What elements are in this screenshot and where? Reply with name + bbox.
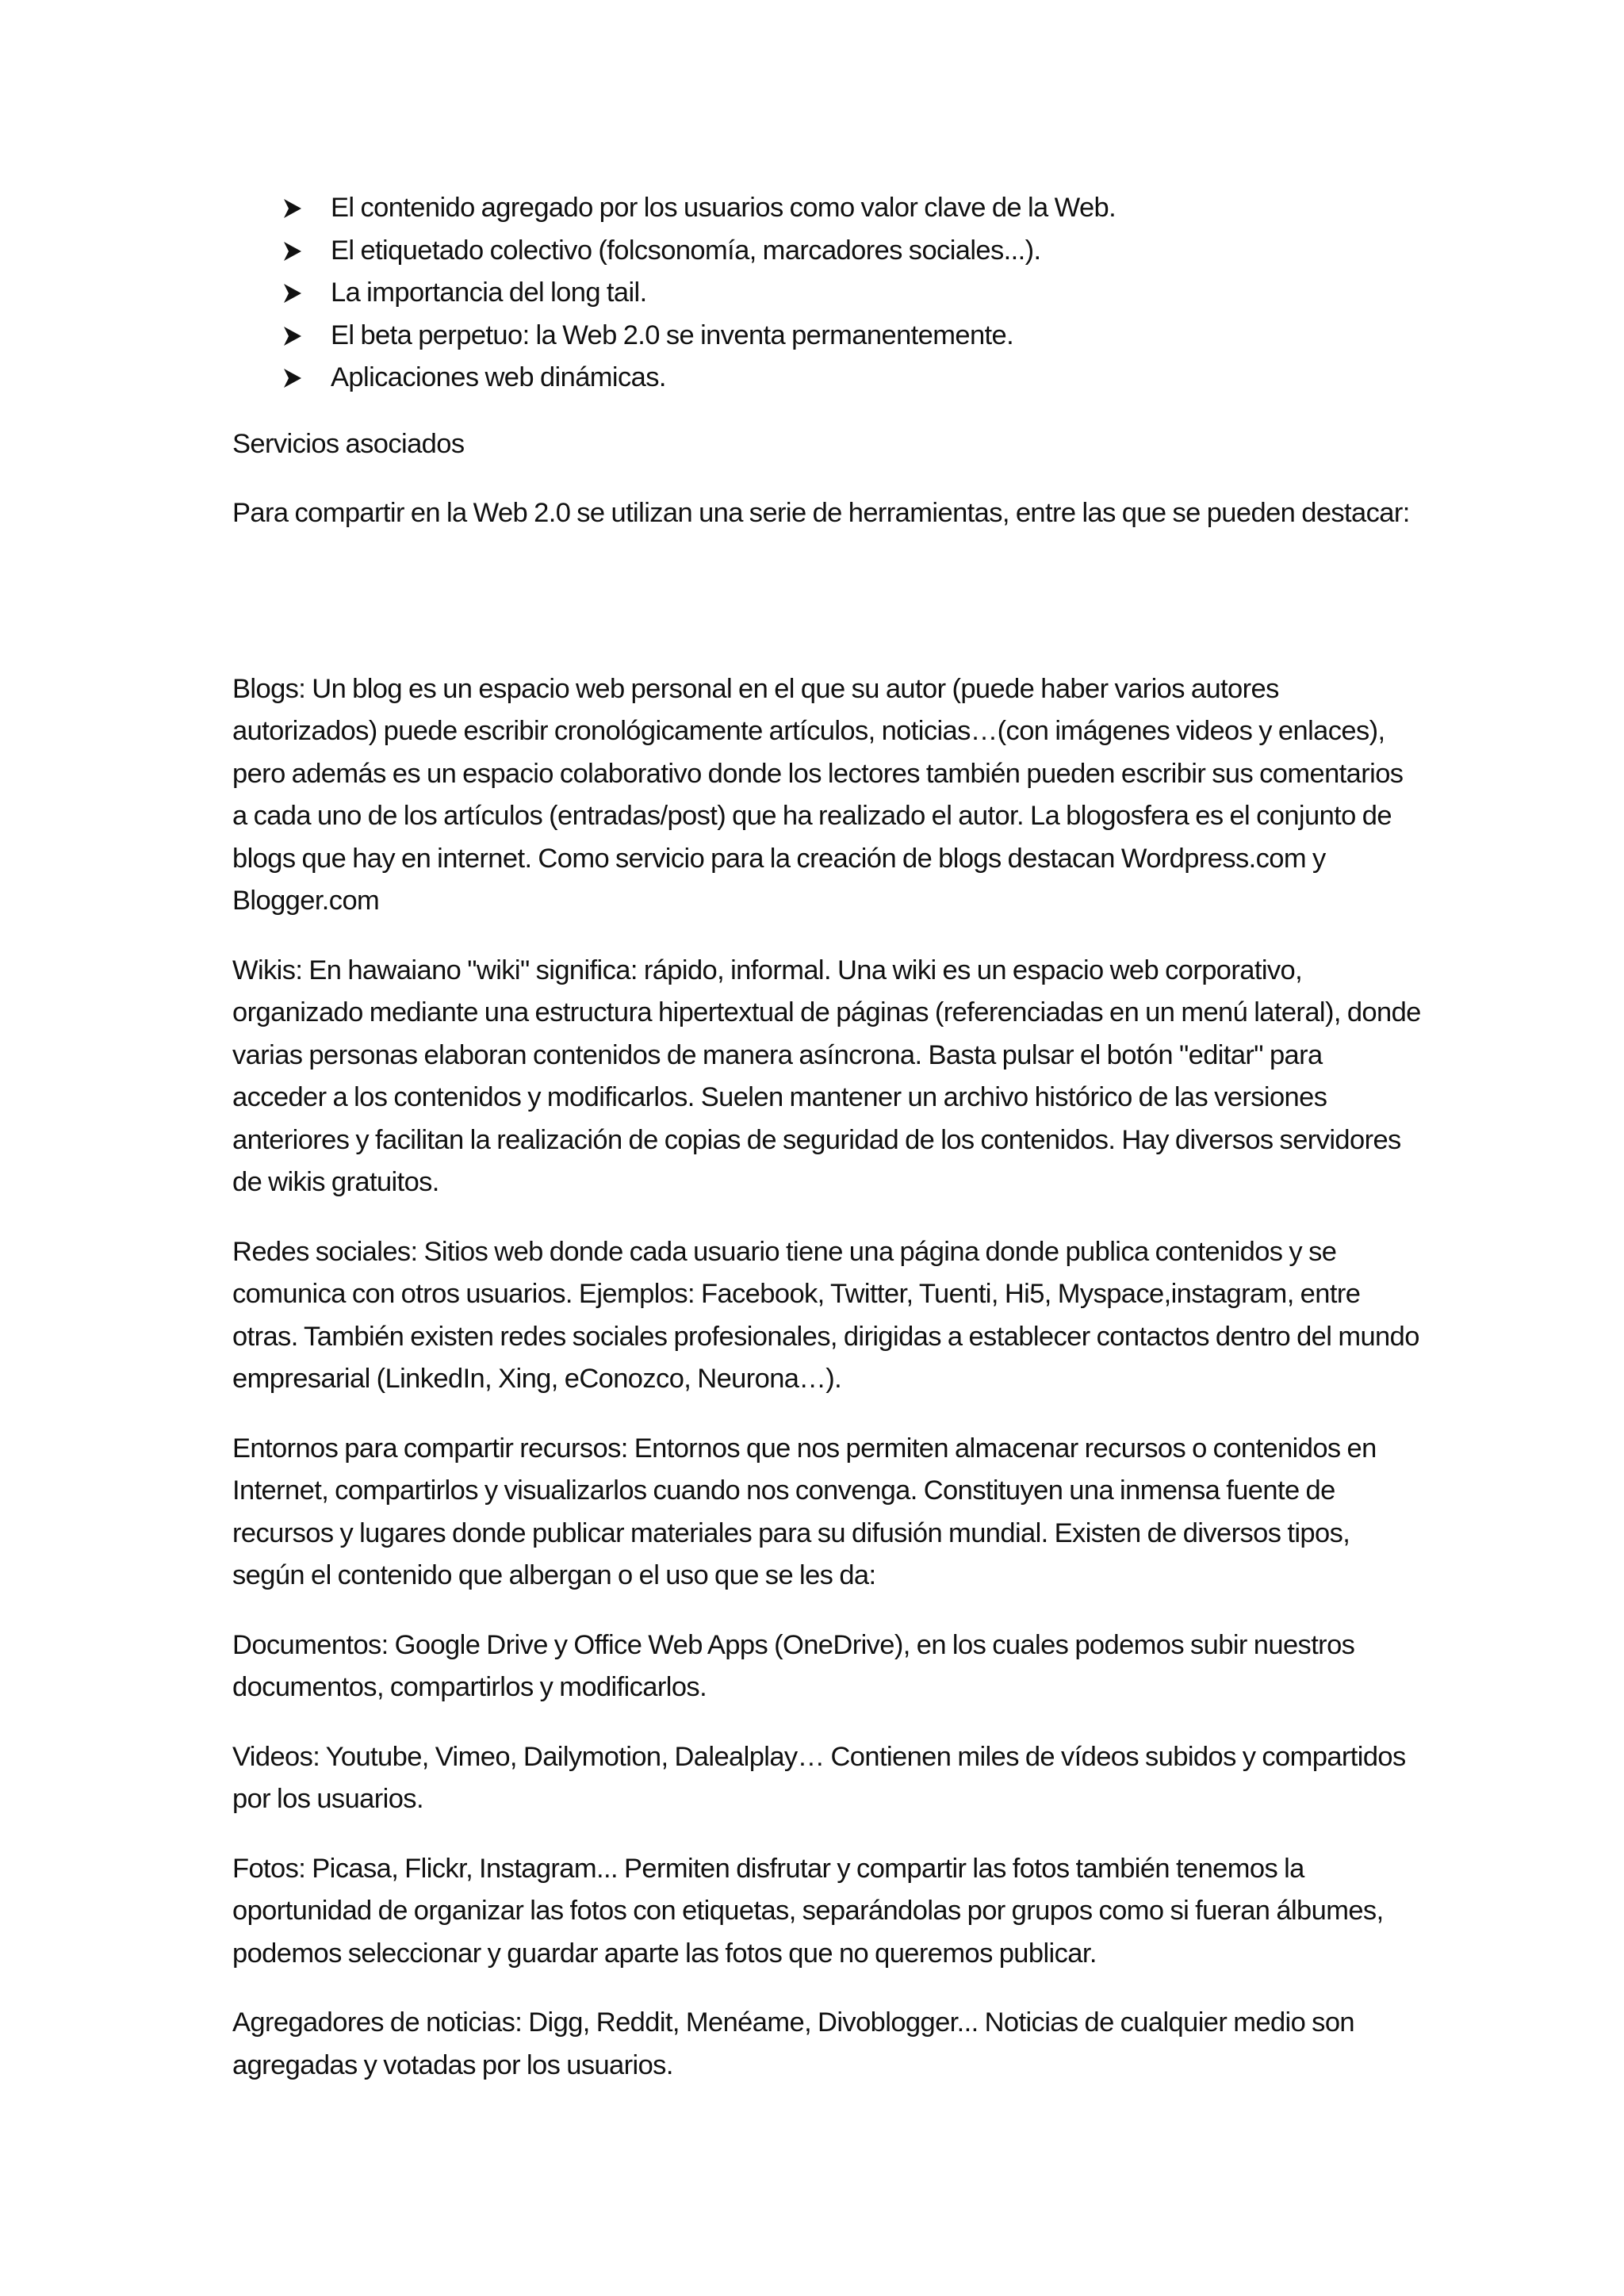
list-item-text: La importancia del long tail. xyxy=(331,277,647,308)
list-item xyxy=(232,230,1422,273)
paragraph-redes-sociales: Redes sociales: Sitios web donde cada usuario tiene una página donde publica contenidos y se comunica con otros usuarios. Ejemplos: Facebook, Twitter, Tuenti, Hi5, Myspace,instagram, entre otras. También existen redes sociales profesionales, dirigidas a establecer contactos dentro del mundo empresarial (LinkedIn, Xing, eConozco, Neurona…). xyxy=(232,1236,1419,1394)
list-item xyxy=(232,315,1422,358)
section-title: Servicios asociados xyxy=(232,428,465,459)
list-item-text: El beta perpetuo: la Web 2.0 se inventa permanentemente. xyxy=(331,320,1014,350)
paragraph-intro: Para compartir en la Web 2.0 se utilizan una serie de herramientas, entre las que se pueden destacar: xyxy=(232,498,1410,528)
list-item xyxy=(232,357,1422,400)
arrowhead-bullet-icon xyxy=(283,283,302,304)
paragraph-fotos: Fotos: Picasa, Flickr, Instagram... Permiten disfrutar y compartir las fotos también tenemos la oportunidad de organizar las fotos con etiquetas, separándolas por grupos como si fueran álbumes, podemos seleccionar y guardar aparte las fotos que no queremos publicar. xyxy=(232,1853,1384,1969)
paragraph-videos: Videos: Youtube, Vimeo, Dailymotion, Dalealplay… Contienen miles de vídeos subidos y compartidos por los usuarios. xyxy=(232,1741,1406,1814)
list-item-text: Aplicaciones web dinámicas. xyxy=(331,362,666,392)
document-page xyxy=(232,187,1422,2087)
arrowhead-bullet-icon xyxy=(283,368,302,388)
arrowhead-bullet-icon xyxy=(283,198,302,219)
bullet-list xyxy=(232,187,1422,400)
paragraph-documentos: Documentos: Google Drive y Office Web Apps (OneDrive), en los cuales podemos subir nuestros documentos, compartirlos y modificarlos. xyxy=(232,1629,1355,1702)
list-item-text: El etiquetado colectivo (folcsonomía, marcadores sociales...). xyxy=(331,235,1041,266)
paragraph-wikis: Wikis: En hawaiano "wiki" significa: rápido, informal. Una wiki es un espacio web corporativo, organizado mediante una estructura hipertextual de páginas (referenciadas en un menú lateral), donde varias personas elaboran contenidos de manera asíncrona. Basta pulsar el botón "editar" para acceder a los contenidos y modificarlos. Suelen mantener un archivo histórico de las versiones anteriores y facilitan la realización de copias de seguridad de los contenidos. Hay diversos servidores de wikis gratuitos. xyxy=(232,955,1421,1197)
paragraph-blogs: Blogs: Un blog es un espacio web personal en el que su autor (puede haber varios autores autorizados) puede escribir cronológicamente artículos, noticias…(con imágenes videos y enlaces), pero además es un espacio colaborativo donde los lectores también pueden escribir sus comentarios a cada uno de los artículos (entradas/post) que ha realizado el autor. La blogosfera es el conjunto de blogs que hay en internet. Como servicio para la creación de blogs destacan Wordpress.com y Blogger.com xyxy=(232,673,1404,916)
paragraph-agregadores: Agregadores de noticias: Digg, Reddit, Menéame, Divoblogger... Noticias de cualquier medio son agregadas y votadas por los usuarios. xyxy=(232,2007,1355,2080)
arrowhead-bullet-icon xyxy=(283,326,302,346)
list-item-text: El contenido agregado por los usuarios como valor clave de la Web. xyxy=(331,193,1116,223)
arrowhead-bullet-icon xyxy=(283,241,302,262)
list-item xyxy=(232,272,1422,315)
list-item xyxy=(232,187,1422,230)
paragraph-entornos: Entornos para compartir recursos: Entornos que nos permiten almacenar recursos o contenidos en Internet, compartirlos y visualizarlos cuando nos convenga. Constituyen una inmensa fuente de recursos y lugares donde publicar materiales para su difusión mundial. Existen de diversos tipos, según el contenido que albergan o el uso que se les da: xyxy=(232,1433,1377,1590)
